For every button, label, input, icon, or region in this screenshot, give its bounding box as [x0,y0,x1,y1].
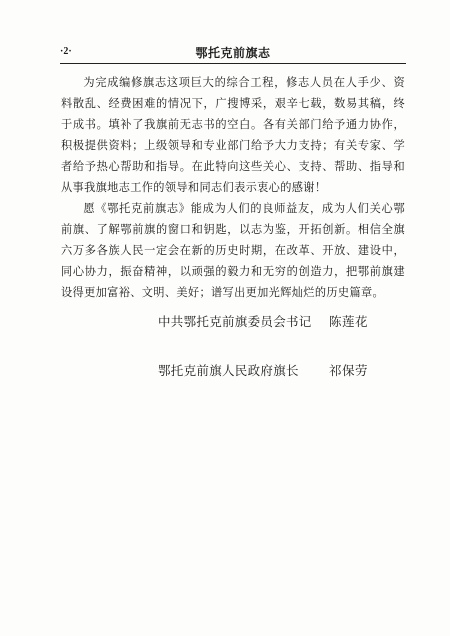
signature-name: 陈莲花 [329,314,369,329]
page-header [60,44,406,64]
signature-name: 祁保劳 [329,363,369,378]
running-title: 鄂托克前旗志 [195,46,271,60]
signature-party-secretary [158,312,368,330]
signature-banner-head [158,361,368,379]
header-rule [60,63,406,64]
body-text [61,72,405,303]
paragraph-closing-wish: 愿《鄂托克前旗志》能成为人们的良师益友，成为人们关心鄂前旗、了解鄂前旗的窗口和钥匙，以志为鉴，开拓创新。相信全旗六万多各族人民一定会在新的历史时期，在改革、开放、建设中，同心协力，振奋精神，以顽强的毅力和无穷的创造力，把鄂前旗建设得更加富裕、文明、美好；谱写出更加光辉灿烂的历史篇章。 [61,202,405,299]
page-number: ·2· [60,46,72,57]
signature-title: 中共鄂托克前旗委员会书记 [158,314,312,329]
paragraph-acknowledgement: 为完成编修旗志这项巨大的综合工程，修志人员在人手少、资料散乱、经费困难的情况下，广搜博采，艰辛七载，数易其稿，终于成书。填补了我旗前无志书的空白。各有关部门给予通力协作，积极提供资料；上级领导和专业部门给予大力支持；有关专家、学者给予热心帮助和指导。在此特向这些关心、支持、帮助、指导和从事我旗地志工作的领导和同志们表示衷心的感谢！ [61,76,405,194]
signature-title: 鄂托克前旗人民政府旗长 [158,363,299,378]
